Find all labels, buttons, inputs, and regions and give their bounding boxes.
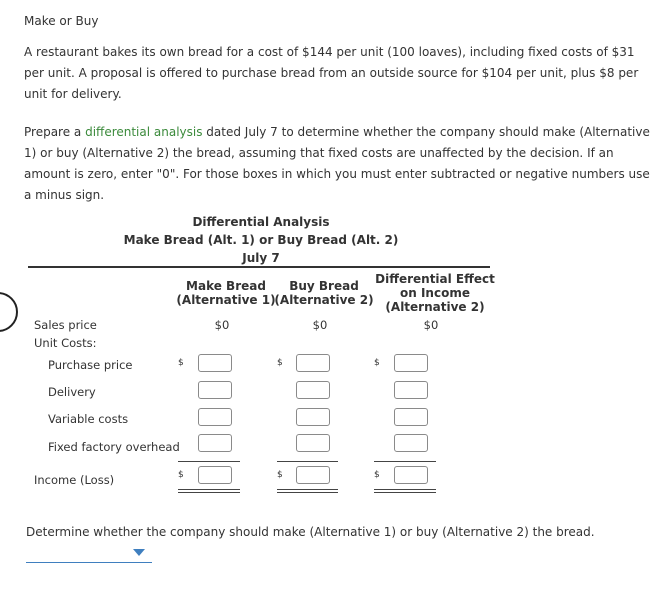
dollar-sign: $ [277, 470, 283, 480]
unit-costs-label: Unit Costs: [34, 336, 97, 350]
differential-analysis-link[interactable]: differential analysis [85, 125, 203, 139]
instruction-text: Prepare a [24, 125, 86, 139]
subtotal-rule [374, 461, 436, 462]
sales-value-make: $0 [214, 318, 230, 332]
instructions [24, 122, 660, 206]
problem-line: unit for delivery. [24, 87, 122, 101]
decision-question: Determine whether the company should make (Alternative 1) or buy (Alternative 2) the bread. [26, 525, 595, 539]
dollar-sign: $ [178, 470, 184, 480]
buy-delivery-input[interactable] [296, 381, 330, 399]
problem-statement [24, 42, 660, 105]
column-header-line: (Alternative 2) [274, 293, 374, 307]
diff-fixed-overhead-input[interactable] [394, 434, 428, 452]
instruction-line [24, 122, 660, 143]
analysis-subheading: Make Bread (Alt. 1) or Buy Bread (Alt. 2) [123, 233, 399, 247]
buy-purchase-price-input[interactable] [296, 354, 330, 372]
decision-dropdown[interactable] [26, 562, 152, 563]
analysis-heading: Differential Analysis [192, 215, 330, 229]
buy-income-input[interactable] [296, 466, 330, 484]
variable-costs-label: Variable costs [48, 412, 129, 426]
instruction-line: a minus sign. [24, 188, 105, 202]
instruction-line: amount is zero, enter "0". For those boxes in which you must enter subtracted or negative numbers use [24, 167, 650, 181]
column-header-line: (Alternative 1) [176, 293, 276, 307]
income-loss-label: Income (Loss) [34, 473, 115, 487]
circle-icon [0, 292, 18, 332]
double-underline [178, 489, 240, 493]
make-purchase-price-input[interactable] [198, 354, 232, 372]
diff-purchase-price-input[interactable] [394, 354, 428, 372]
fixed-overhead-label: Fixed factory overhead [48, 440, 180, 454]
column-header-line: Buy Bread [289, 279, 359, 293]
delivery-label: Delivery [48, 385, 96, 399]
dollar-sign: $ [277, 358, 283, 368]
column-header-line: on Income [400, 286, 470, 300]
sales-price-label: Sales price [34, 318, 97, 332]
instruction-text: dated July 7 to determine whether the company should make (Alternative [202, 125, 650, 139]
page-title: Make or Buy [24, 14, 99, 28]
subtotal-rule [277, 461, 338, 462]
diff-income-input[interactable] [394, 466, 428, 484]
column-header-differential [375, 272, 495, 314]
subtotal-rule [178, 461, 240, 462]
diff-delivery-input[interactable] [394, 381, 428, 399]
dollar-sign: $ [374, 358, 380, 368]
analysis-date: July 7 [242, 251, 280, 265]
buy-variable-costs-input[interactable] [296, 408, 330, 426]
make-fixed-overhead-input[interactable] [198, 434, 232, 452]
double-underline [374, 489, 436, 493]
sales-value-differential: $0 [423, 318, 439, 332]
make-income-input[interactable] [198, 466, 232, 484]
problem-line: A restaurant bakes its own bread for a cost of $144 per unit (100 loaves), including fixed costs of $31 [24, 45, 635, 59]
heading-rule [28, 266, 490, 268]
double-underline [277, 489, 338, 493]
column-header-line: (Alternative 2) [385, 300, 485, 314]
column-header-line: Make Bread [186, 279, 266, 293]
problem-line: per unit. A proposal is offered to purchase bread from an outside source for $104 per unit, plus $8 per [24, 66, 639, 80]
chevron-down-icon[interactable] [133, 549, 145, 556]
make-variable-costs-input[interactable] [198, 408, 232, 426]
dollar-sign: $ [374, 470, 380, 480]
buy-fixed-overhead-input[interactable] [296, 434, 330, 452]
column-header-buy [268, 279, 380, 307]
column-header-make [170, 279, 282, 307]
make-delivery-input[interactable] [198, 381, 232, 399]
dollar-sign: $ [178, 358, 184, 368]
instruction-line: 1) or buy (Alternative 2) the bread, assuming that fixed costs are unaffected by the decision. If an [24, 146, 614, 160]
purchase-price-label: Purchase price [48, 358, 133, 372]
column-header-line: Differential Effect [375, 272, 495, 286]
diff-variable-costs-input[interactable] [394, 408, 428, 426]
sales-value-buy: $0 [312, 318, 328, 332]
